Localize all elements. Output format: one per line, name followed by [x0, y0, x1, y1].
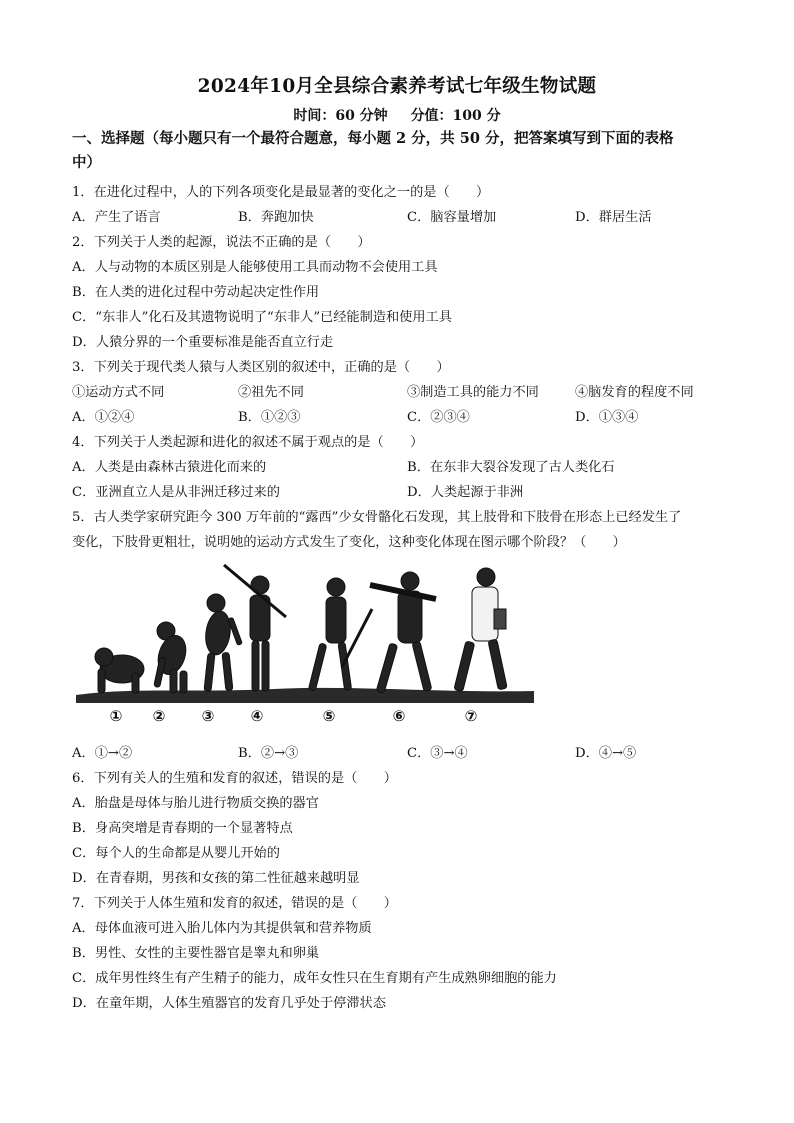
q3-item-4: ④脑发育的程度不同 — [575, 385, 694, 400]
q2-option-d: D．人猿分界的一个重要标准是能否直立行走 — [72, 335, 334, 350]
exam-info — [0, 105, 794, 125]
q5-option-b: B．②→③ — [238, 746, 299, 761]
q4-option-d: D．人类起源于非洲 — [407, 485, 524, 500]
stage-5-label: ⑤ — [322, 707, 336, 725]
q6-option-a: A．胎盘是母体与胎儿进行物质交换的器官 — [72, 796, 319, 811]
stage-6-figure — [370, 572, 436, 693]
stage-7-label: ⑦ — [464, 707, 478, 725]
q7-option-a: A．母体血液可进入胎儿体内为其提供氧和营养物质 — [72, 921, 372, 936]
section-heading — [72, 127, 732, 175]
stage-6-label: ⑥ — [392, 707, 406, 725]
q1-option-d: D．群居生活 — [575, 210, 652, 225]
q5-stem-line1: 5．古人类学家研究距今 300 万年前的“露西”少女骨骼化石发现，其上肢骨和下肢骨在形态上已经发生了 — [72, 510, 682, 525]
q7-option-d: D．在童年期，人体生殖器官的发育几乎处于停滞状态 — [72, 996, 386, 1011]
q7-option-c: C．成年男性终生有产生精子的能力，成年女性只在生育期有产生成熟卵细胞的能力 — [72, 971, 557, 986]
q3-option-d: D．①③④ — [575, 410, 639, 425]
q5-option-a: A．①→② — [72, 746, 133, 761]
q4-option-c: C．亚洲直立人是从非洲迁移过来的 — [72, 485, 280, 500]
stage-3-figure — [203, 594, 242, 692]
q6-option-b: B．身高突增是青春期的一个显著特点 — [72, 821, 293, 836]
stage-1-figure — [95, 648, 144, 693]
q3-option-b: B．①②③ — [238, 410, 301, 425]
q1-option-a: A．产生了语言 — [72, 210, 161, 225]
stage-1-label: ① — [109, 707, 123, 725]
q6-stem: 6．下列有关人的生殖和发育的叙述，错误的是（ ） — [72, 771, 397, 786]
stage-7-figure — [454, 568, 507, 692]
q7-option-b: B．男性、女性的主要性器官是睾丸和卵巢 — [72, 946, 320, 961]
q2-option-c: C．“东非人”化石及其遗物说明了“东非人”已经能制造和使用工具 — [72, 310, 452, 325]
section-heading-line1: 一、选择题（每小题只有一个最符合题意，每小题 2 分，共 50 分，把答案填写到下面的表格 — [72, 130, 674, 147]
q7-stem: 7．下列关于人体生殖和发育的叙述，错误的是（ ） — [72, 896, 397, 911]
exam-title: 2024年10月全县综合素养考试七年级生物试题 — [197, 76, 597, 97]
q6-option-d: D．在青春期，男孩和女孩的第二性征越来越明显 — [72, 871, 360, 886]
q2-option-b: B．在人类的进化过程中劳动起决定性作用 — [72, 285, 320, 300]
q3-option-c: C．②③④ — [407, 410, 470, 425]
q2-option-a: A．人与动物的本质区别是人能够使用工具而动物不会使用工具 — [72, 260, 438, 275]
q3-option-a: A．①②④ — [72, 410, 135, 425]
q3-item-3: ③制造工具的能力不同 — [407, 385, 539, 400]
q2-stem: 2．下列关于人类的起源，说法不正确的是（ ） — [72, 235, 371, 250]
q5-stem-line2: 变化，下肢骨更粗壮，说明她的运动方式发生了变化，这种变化体现在图示哪个阶段？（ ） — [72, 535, 626, 550]
stage-2-label: ② — [152, 707, 166, 725]
ground-strip — [76, 688, 534, 703]
q3-item-2: ②祖先不同 — [238, 385, 304, 400]
stage-3-label: ③ — [201, 707, 215, 725]
stage-2-figure — [153, 622, 190, 693]
exam-score: 分值：100 分 — [410, 108, 501, 124]
q5-option-d: D．④→⑤ — [575, 746, 637, 761]
q4-option-b: B．在东非大裂谷发现了古人类化石 — [407, 460, 615, 475]
q1-option-b: B．奔跑加快 — [238, 210, 314, 225]
q1-option-c: C．脑容量增加 — [407, 210, 497, 225]
stage-5-figure — [308, 578, 372, 691]
stage-4-label: ④ — [250, 707, 264, 725]
q4-stem: 4．下列关于人类起源和进化的叙述不属于观点的是（ ） — [72, 435, 424, 450]
human-evolution-figure — [74, 557, 536, 727]
q1-stem: 1．在进化过程中，人的下列各项变化是最显著的变化之一的是（ ） — [72, 185, 490, 200]
q4-option-a: A．人类是由森林古猿进化而来的 — [72, 460, 267, 475]
q5-option-c: C．③→④ — [407, 746, 468, 761]
q3-item-1: ①运动方式不同 — [72, 385, 165, 400]
q6-option-c: C．每个人的生命都是从婴儿开始的 — [72, 846, 280, 861]
q3-stem: 3．下列关于现代类人猿与人类区别的叙述中，正确的是（ ） — [72, 360, 450, 375]
exam-time: 时间：60 分钟 — [293, 108, 388, 124]
section-heading-line2: 中） — [72, 154, 101, 171]
